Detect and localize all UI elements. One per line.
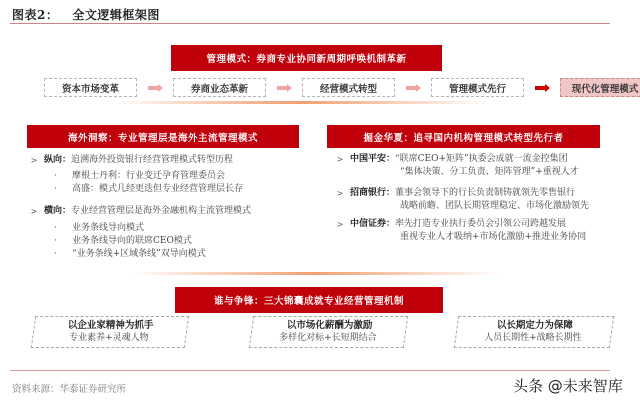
decorative-swoosh	[110, 101, 490, 104]
chevron-bullet-icon: >	[336, 155, 344, 164]
case-cmb: > 招商银行： 董事会领导下的行长负责制铸就领先零售银行	[330, 187, 620, 200]
watermark: 头条 @未来智库	[513, 377, 623, 395]
case-citic-securities: > 中信证券： 率先打造专业执行委员会引领公司跨越发展	[330, 218, 620, 231]
domestic-panel: > 中国平安： “联席CEO+矩阵”执委会成就一流金控集团 “集体决策、分工负责、矩阵管理”+重视人才 > 招商银行： 董事会领导下的行长负责制铸就领先零售银行 战略前瞻、团队长期管理稳定、市场化激励领先 > 中信证券： 率先打造专业执行委员会引领公司跨越发展 重视专业人才吸纳+市场化激励+推进业务协同	[330, 153, 620, 244]
list-item: · 业务条线导向模式	[54, 223, 145, 233]
top-divider	[10, 23, 610, 24]
list-item: · 业务条线导向的联席CEO模式	[54, 236, 192, 246]
overseas-panel	[24, 154, 314, 261]
domestic-header: 掘金华夏：追寻国内机构管理模式转型先行者	[327, 125, 600, 148]
chevron-bullet-icon: >	[336, 220, 344, 229]
arrow-right-icon	[524, 84, 560, 92]
dot-bullet-icon: ·	[54, 249, 57, 259]
chevron-bullet-icon: >	[336, 189, 344, 198]
arrow-right-icon	[395, 84, 431, 92]
flow-step-business-model: 经营模式转型	[302, 78, 395, 97]
case-ping-an: > 中国平安： “联席CEO+矩阵”执委会成就一流金控集团	[330, 153, 620, 166]
list-item: · “业务条线+区域条线”双导向模式	[54, 249, 206, 259]
overseas-header: 海外洞察：专业管理层是海外主流管理模式	[27, 125, 299, 148]
list-item: · 高盛：模式几经更迭但专业经营管理层长存	[54, 184, 244, 194]
figure-title	[12, 6, 160, 23]
vertical-point: > 纵向： 追溯海外投资银行经营管理模式转型历程	[24, 154, 314, 167]
arrow-right-icon	[266, 84, 302, 92]
pillar-entrepreneurship: 以企业家精神为抓手 专业素养+灵魂人物	[31, 316, 189, 348]
bottom-banner: 谁与争锋：三大锦囊成就专业经营管理机制	[175, 287, 443, 313]
dot-bullet-icon: ·	[54, 223, 57, 233]
dot-bullet-icon: ·	[54, 171, 57, 181]
arrow-right-icon	[137, 84, 173, 92]
flow-step-management-first: 管理模式先行	[431, 78, 524, 97]
figure-caption: 全文逻辑框架图	[72, 8, 160, 22]
management-banner: 管理模式：券商专业协同新周期呼唤机制革新	[171, 45, 442, 71]
pillar-long-term: 以长期定力为保障 人员长期性+战略长期性	[454, 316, 614, 348]
decorative-swoosh	[130, 272, 500, 275]
horizontal-point: > 横向： 专业经营管理层是海外金融机构主流管理模式	[24, 205, 314, 218]
evolution-flow	[44, 78, 640, 97]
figure-number: 图表2：	[12, 8, 59, 22]
chevron-bullet-icon: >	[30, 156, 38, 165]
bottom-divider	[10, 370, 610, 371]
flow-step-capital-market: 资本市场变革	[44, 78, 137, 97]
flow-step-modern-management: 现代化管理模式	[560, 78, 640, 97]
flow-step-broker-format: 券商业态革新	[173, 78, 266, 97]
dot-bullet-icon: ·	[54, 236, 57, 246]
dot-bullet-icon: ·	[54, 184, 57, 194]
pillar-market-compensation: 以市场化薪酬为激励 多样化对标+长短期结合	[249, 316, 408, 348]
list-item: · 摩根士丹利：行业变迁孕育管理委员会	[54, 171, 226, 181]
source-note: 资料来源：华泰证券研究所	[12, 384, 127, 395]
chevron-bullet-icon: >	[30, 207, 38, 216]
